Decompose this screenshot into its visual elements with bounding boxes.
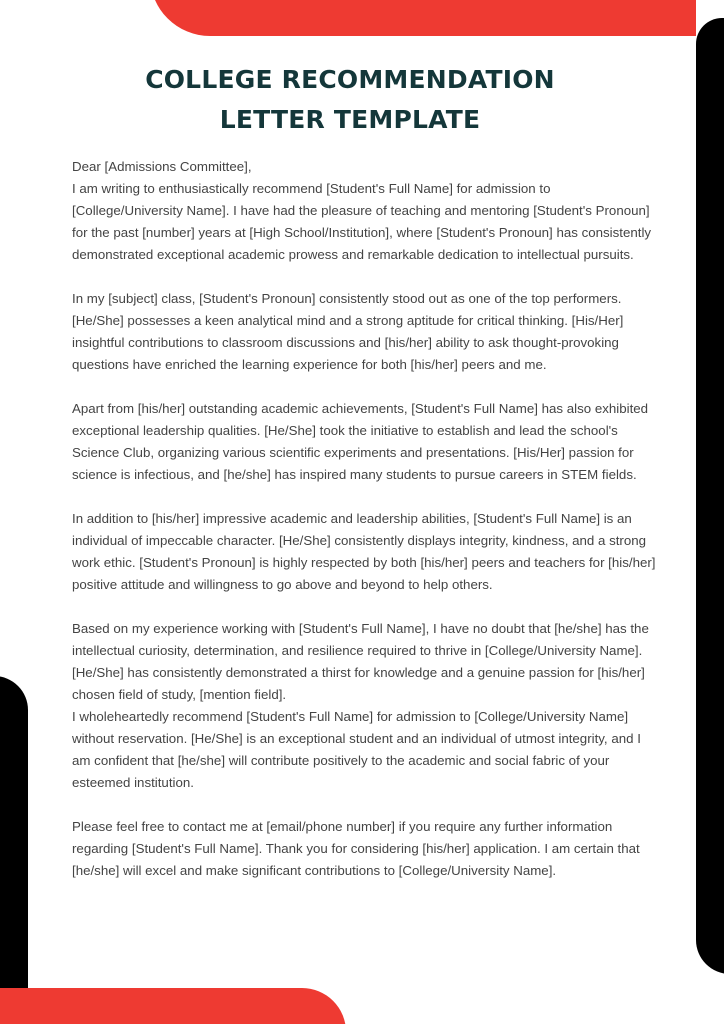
right-black-frame-shape <box>696 18 724 974</box>
letter-paragraph-endorsement: I wholeheartedly recommend [Student's Full Name] for admission to [College/University Name] without reservation. [He/She] is an exceptional student and an individual of utmost integrity, and I am confident that [he/she] will contribute positively to the academic and social fabric of your esteemed institution. <box>72 709 641 790</box>
top-red-accent-shape <box>150 0 696 36</box>
letter-paragraph-potential: Based on my experience working with [Student's Full Name], I have no doubt that [he/she] has the intellectual curiosity, determination, and resilience required to thrive in [College/University Name]. [He/She] has consistently demonstrated a thirst for knowledge and a genuine passion for [his/her] chosen field of study, [mention field]. <box>72 621 649 702</box>
page-title-line-2: LETTER TEMPLATE <box>219 105 481 134</box>
letter-paragraph-academics: In my [subject] class, [Student's Pronoun] consistently stood out as one of the top performers. [He/She] possesses a keen analytical mind and a strong aptitude for critical thinking. [His/Her] insightful contributions to classroom discussions and [his/her] ability to ask thought-provoking questions have enriched the learning experience for both [his/her] peers and me. <box>72 291 624 372</box>
letter-greeting: Dear [Admissions Committee], <box>72 159 252 174</box>
left-black-frame-shape <box>0 676 28 1024</box>
letter-paragraph-leadership: Apart from [his/her] outstanding academic achievements, [Student's Full Name] has also exhibited exceptional leadership qualities. [He/She] took the initiative to establish and lead the school's Science Club, organizing various scientific experiments and presentations. [His/Her] passion for science is infectious, and [he/she] has inspired many students to pursue careers in STEM fields. <box>72 401 649 482</box>
letter-paragraph-intro: I am writing to enthusiastically recommend [Student's Full Name] for admission to [College/University Name]. I have had the pleasure of teaching and mentoring [Student's Pronoun] for the past [number] years at [High School/Institution], where [Student's Pronoun] has consistently demonstrated exceptional academic prowess and remarkable dedication to intellectual pursuits. <box>72 181 652 262</box>
page-title <box>60 60 640 140</box>
page-title-line-1: COLLEGE RECOMMENDATION <box>145 65 555 94</box>
letter-body <box>72 156 662 882</box>
letter-paragraph-closing: Please feel free to contact me at [email/phone number] if you require any further information regarding [Student's Full Name]. Thank you for considering [his/her] application. I am certain that [he/she] will excel and make significant contributions to [College/University Name]. <box>72 819 640 878</box>
letter-paragraph-character: In addition to [his/her] impressive academic and leadership abilities, [Student's Full Name] is an individual of impeccable character. [He/She] consistently displays integrity, kindness, and a strong work ethic. [Student's Pronoun] is highly respected by both [his/her] peers and teachers for [his/her] positive attitude and willingness to go above and beyond to help others. <box>72 511 656 592</box>
bottom-red-accent-shape <box>0 988 346 1024</box>
